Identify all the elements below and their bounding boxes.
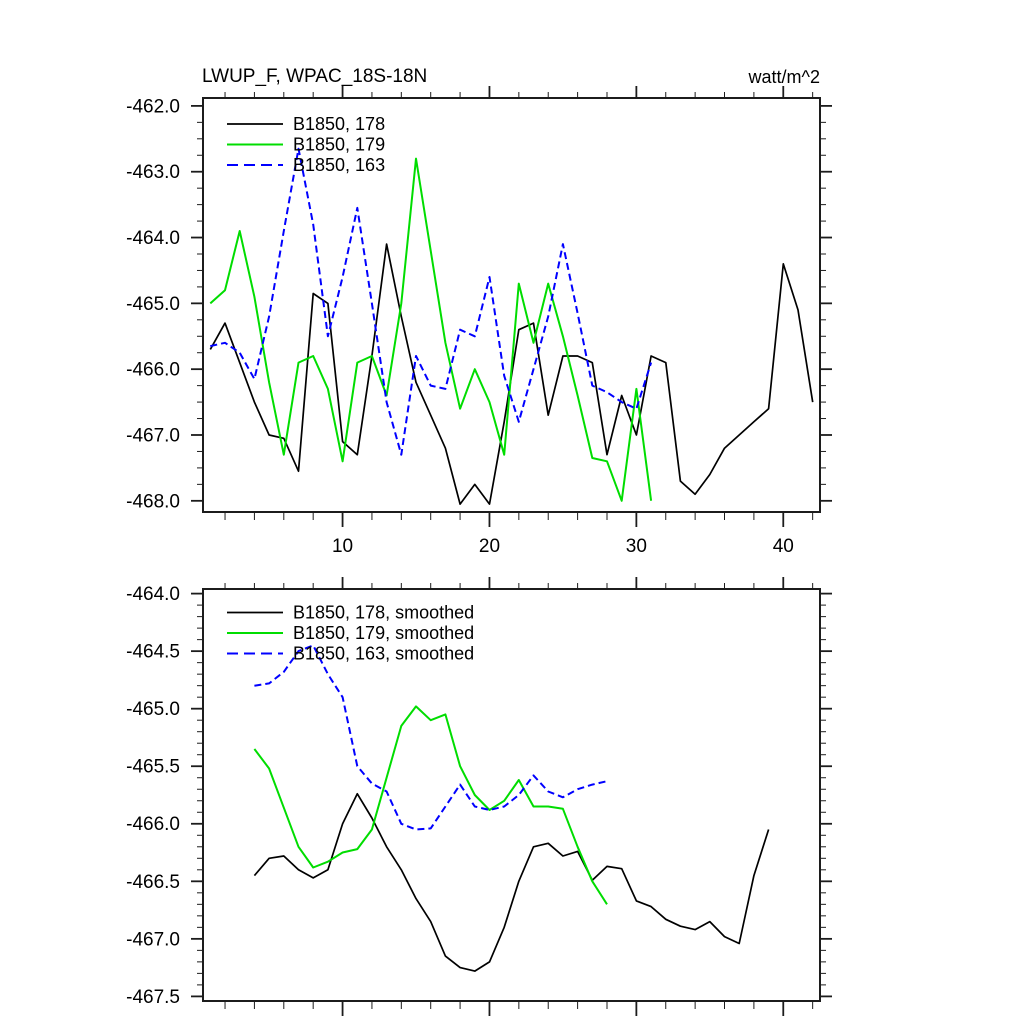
axis-ticks [191,86,832,527]
y-tick-label: -467.0 [126,425,180,447]
series-line-b1850-179 [210,159,651,501]
legend-item [227,155,385,175]
legend-label: B1850, 178, smoothed [293,602,475,623]
chart-title: LWUP_F, WPAC_18S-18N [202,66,428,87]
chart-units-label: watt/m^2 [748,67,820,87]
y-tick-label: -464.5 [126,641,180,663]
legend-item [227,114,385,134]
y-tick-label: -467.0 [126,929,180,951]
y-tick-label: -466.5 [126,871,180,893]
series-line-b1850-178-smoothed [254,794,768,971]
x-tick-label: 10 [331,536,354,557]
legend-label: B1850, 163 [293,155,386,176]
top-chart [126,86,832,557]
legend-label: B1850, 178 [293,114,386,135]
y-tick-label: -466.0 [126,359,180,381]
legend-item [227,603,474,623]
axis-labels [126,584,180,1008]
y-tick-label: -465.5 [126,756,180,778]
y-tick-label: -467.5 [126,986,180,1008]
y-tick-label: -465.0 [126,293,180,315]
x-tick-label: 30 [625,536,647,557]
legend-item [227,135,385,155]
x-tick-label: 20 [478,536,501,557]
y-tick-label: -462.0 [126,96,180,118]
legend [227,603,474,664]
series-line-b1850-163-smoothed [254,645,607,829]
legend-item [227,623,474,643]
y-tick-label: -468.0 [126,491,180,513]
legend [227,114,385,175]
legend-label: B1850, 163, smoothed [293,643,475,664]
axis-ticks [191,577,832,1016]
y-tick-label: -464.0 [126,584,180,606]
series-line-b1850-163 [210,149,651,455]
y-tick-label: -466.0 [126,814,180,836]
y-tick-label: -464.0 [126,227,180,249]
x-tick-label: 40 [772,536,794,557]
legend-item [227,644,474,664]
legend-label: B1850, 179 [293,134,386,155]
bottom-chart [126,577,832,1016]
legend-label: B1850, 179, smoothed [293,623,475,644]
y-tick-label: -463.0 [126,162,180,184]
y-tick-label: -465.0 [126,699,180,721]
